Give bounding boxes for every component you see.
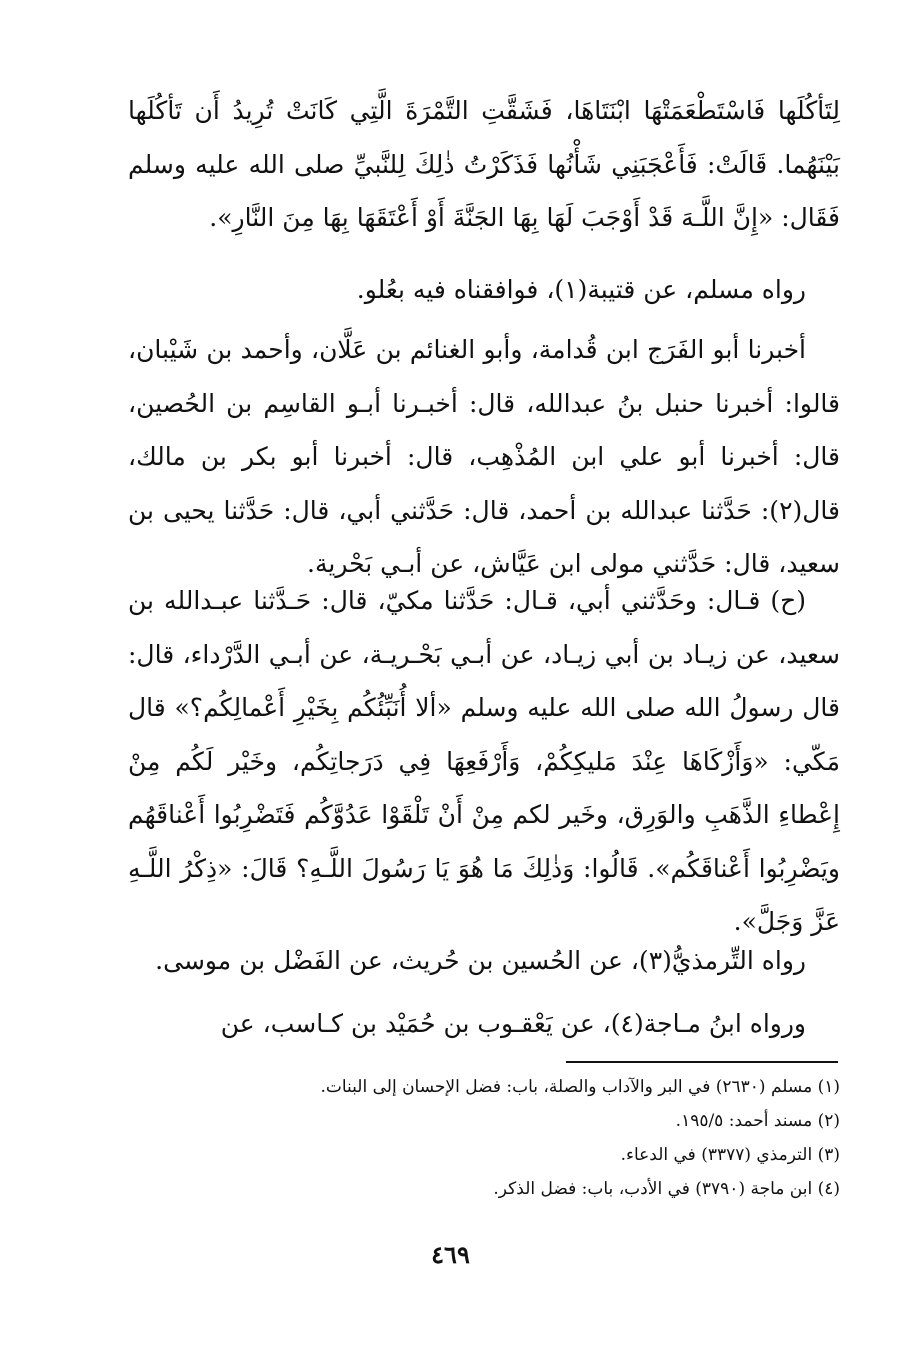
footnotes-list: [128, 1070, 840, 1206]
body-paragraph-6: ورواه ابنُ مـاجة(٤)، عن يَعْقـوب بن حُمَيْد بن كـاسب، عن: [220, 1009, 806, 1038]
body-paragraph-3: أخبرنا أبو الفَرَج ابن قُدامة، وأبو الغنائم بن عَلَّان، وأحمد بن شَيْبان، قالوا: أخبرنا حنبل بنُ عبدالله، قال: أخبـرنا أبـو القاسِم بن الحُصين، قال: أخبرنا أبو علي ابن المُذْهِب، قال: أخبرنا أبو بكر بن مالك، قال(٢): حَدَّثنا عبدالله بن أحمد، قال: حَدَّثني أبي، قال: حَدَّثنا يحيى بن سعيد، قال: حَدَّثني مولى ابن عَيَّاش، عن أبـي بَحْرية.: [128, 335, 840, 578]
body-paragraph-1: لِتَأكُلَها فَاسْتَطْعَمَتْهَا ابْنَتَاهَا، فَشَقَّتِ التَّمْرَةَ الَّتِي كَانَتْ تُرِيدُ أَن تَأكُلَها بَيْنَهُما. قَالَتْ: فَأَعْجَبَنِي شَأْنُها فَذَكَرْتُ ذٰلِكَ لِلنَّبيِّ صلى الله عليه وسلم فَقَال: «إِنَّ اللَّـهَ قَدْ أَوْجَبَ لَهَا بِهَا الجَنَّةَ أَوْ أَعْتَقَهَا بِهَا مِنَ النَّارِ».: [128, 96, 840, 232]
footnote-3: (٣) الترمذي (٣٣٧٧) في الدعاء.: [620, 1145, 840, 1165]
footnote-4: (٤) ابن ماجة (٣٧٩٠) في الأدب، باب: فضل الذكر.: [493, 1179, 840, 1199]
body-paragraph-4: (ح) قـال: وحَدَّثني أبي، قـال: حَدَّثنا مكيّ، قال: حَـدَّثنا عبـدالله بن سعيد، عن زيـاد بن أبي زيـاد، عن أبـي بَحْـريـة، عن أبـي الدَّرْداء، قال: قال رسولُ الله صلى الله عليه وسلم «ألا أُنَبِّئُكُم بِخَيْرِ أَعْمالِكُم؟» قال مَكّي: «وَأَزْكَاهَا عِنْدَ مَليكِكُمْ، وَأَرْفَعِهَا فِي دَرَجاتِكُم، وخَيْر لَكُم مِنْ إِعْطاءِ الذَّهَبِ والوَرِق، وخَير لكم مِنْ أَنْ تَلْقَوْا عَدُوَّكُم فَتَضْرِبُوا أَعْناقَهُم ويَضْرِبُوا أَعْناقَكُم». قَالُوا: وَذٰلِكَ مَا هُوَ يَا رَسُولَ اللَّـهِ؟ قَالَ: «ذِكْرُ اللَّـهِ عَزَّ وَجَلَّ».: [128, 586, 840, 936]
footnote-2: (٢) مسند أحمد: ١٩٥/٥.: [675, 1111, 840, 1131]
footnote-1: (١) مسلم (٢٦٣٠) في البر والآداب والصلة، باب: فضل الإحسان إلى البنات.: [320, 1077, 840, 1097]
page-number: ٤٦٩: [431, 1240, 470, 1269]
body-paragraph-2: رواه مسلم، عن قتيبة(١)، فوافقناه فيه بعُلو.: [356, 275, 806, 304]
footnote-separator: [566, 1061, 838, 1063]
body-paragraph-5: رواه التِّرمذيُّ(٣)، عن الحُسين بن حُريث، عن الفَضْل بن موسى.: [155, 946, 806, 975]
